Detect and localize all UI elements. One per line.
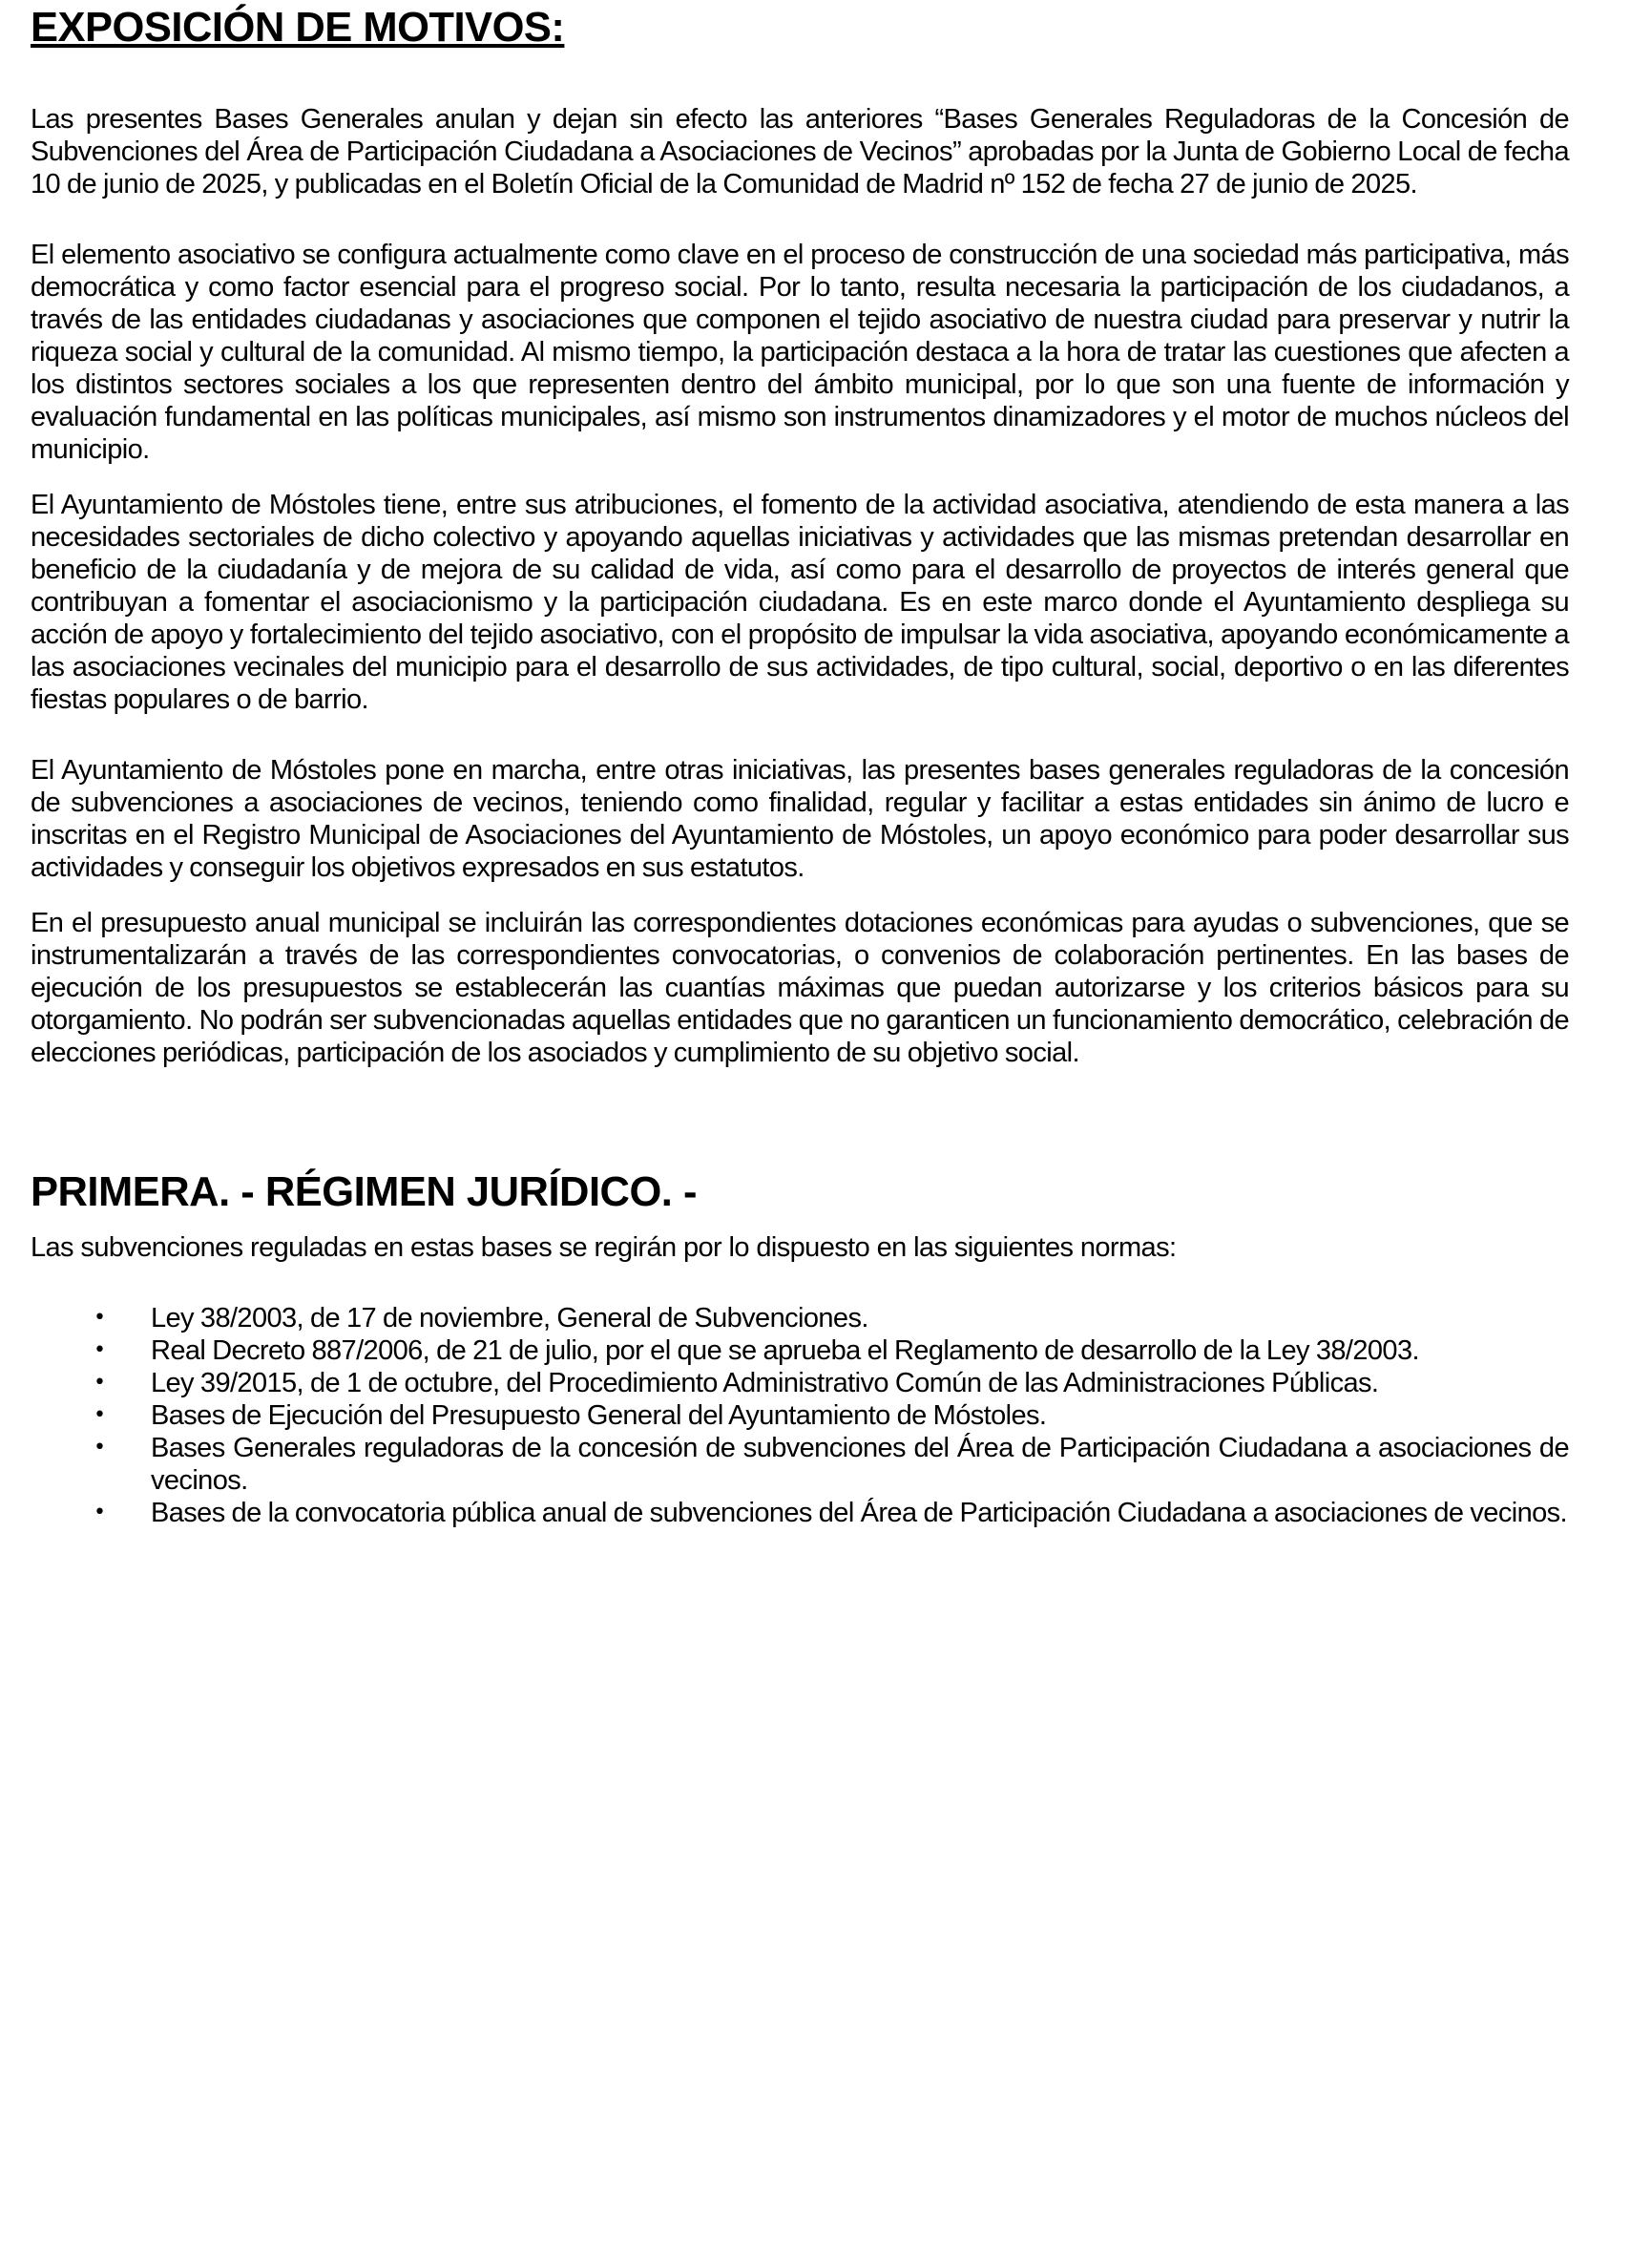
list-item <box>31 1334 1569 1367</box>
bullet-icon: • <box>94 1338 106 1362</box>
bullet-icon: • <box>94 1403 106 1427</box>
list-item <box>31 1302 1569 1334</box>
list-item-text: Bases de la convocatoria pública anual de subvenciones del Área de Participación Ciudadana a asociaciones de vecinos. <box>151 1498 1567 1528</box>
bullet-icon: • <box>94 1306 106 1330</box>
list-item <box>31 1399 1569 1432</box>
list-item <box>31 1497 1569 1529</box>
list-item <box>31 1432 1569 1497</box>
norms-list <box>31 1302 1569 1529</box>
list-item-text: Ley 39/2015, de 1 de octubre, del Procedimiento Administrativo Común de las Administraciones Públicas. <box>151 1368 1379 1398</box>
list-item-text: Real Decreto 887/2006, de 21 de julio, por el que se aprueba el Reglamento de desarrollo de la Ley 38/2003. <box>151 1335 1419 1366</box>
paragraph-5: En el presupuesto anual municipal se incluirán las correspondientes dotaciones económicas para ayudas o subvenciones, que se instrumentalizarán a través de las correspondientes convocatorias, o convenios de colaboración pertinentes. En las bases de ejecución de los presupuestos se establecerán las cuantías máximas que puedan autorizarse y los criterios básicos para su otorgamiento. No podrán ser subvencionadas aquellas entidades que no garanticen un funcionamiento democrático, celebración de elecciones periódicas, participación de los asociados y cumplimiento de su objetivo social. <box>31 908 1569 1068</box>
document-page <box>31 0 1569 1529</box>
list-item-text: Bases de Ejecución del Presupuesto General del Ayuntamiento de Móstoles. <box>151 1400 1047 1431</box>
list-item-text: Ley 38/2003, de 17 de noviembre, General de Subvenciones. <box>151 1303 868 1334</box>
regimen-intro: Las subvenciones reguladas en estas bases se regirán por lo dispuesto en las siguientes normas: <box>31 1232 1177 1263</box>
bullet-icon: • <box>94 1371 106 1395</box>
list-item <box>31 1367 1569 1399</box>
paragraph-1: Las presentes Bases Generales anulan y dejan sin efecto las anteriores “Bases Generales Reguladoras de la Concesión de Subvenciones del Área de Participación Ciudadana a Asociaciones de Vecinos” aprobadas por la Junta de Gobierno Local de fecha 10 de junio de 2025, y publicadas en el Boletín Oficial de la Comunidad de Madrid nº 152 de fecha 27 de junio de 2025. <box>31 104 1569 200</box>
list-item-text: Bases Generales reguladoras de la concesión de subvenciones del Área de Participación Ciudadana a asociaciones de vecinos. <box>151 1433 1569 1496</box>
section-heading-exposicion: EXPOSICIÓN DE MOTIVOS: <box>31 5 565 51</box>
paragraph-2: El elemento asociativo se configura actualmente como clave en el proceso de construcción de una sociedad más participativa, más democrática y como factor esencial para el progreso social. Por lo tanto, resulta necesaria la participación de los ciudadanos, a través de las entidades ciudadanas y asociaciones que componen el tejido asociativo de nuestra ciudad para preservar y nutrir la riqueza social y cultural de la comunidad. Al mismo tiempo, la participación destaca a la hora de tratar las cuestiones que afecten a los distintos sectores sociales a los que representen dentro del ámbito municipal, por lo que son una fuente de información y evaluación fundamental en las políticas municipales, así mismo son instrumentos dinamizadores y el motor de muchos núcleos del municipio. <box>31 240 1569 465</box>
paragraph-4: El Ayuntamiento de Móstoles pone en marcha, entre otras iniciativas, las presentes bases generales reguladoras de la concesión de subvenciones a asociaciones de vecinos, teniendo como finalidad, regular y facilitar a estas entidades sin ánimo de lucro e inscritas en el Registro Municipal de Asociaciones del Ayuntamiento de Móstoles, un apoyo económico para poder desarrollar sus actividades y conseguir los objetivos expresados en sus estatutos. <box>31 755 1569 883</box>
bullet-icon: • <box>94 1501 106 1524</box>
section-heading-primera: PRIMERA. - RÉGIMEN JURÍDICO. - <box>31 1169 697 1215</box>
paragraph-3: El Ayuntamiento de Móstoles tiene, entre sus atribuciones, el fomento de la actividad asociativa, atendiendo de esta manera a las necesidades sectoriales de dicho colectivo y apoyando aquellas iniciativas y actividades que las mismas pretendan desarrollar en beneficio de la ciudadanía y de mejora de su calidad de vida, así como para el desarrollo de proyectos de interés general que contribuyan a fomentar el asociacionismo y la participación ciudadana. Es en este marco donde el Ayuntamiento despliega su acción de apoyo y fortalecimiento del tejido asociativo, con el propósito de impulsar la vida asociativa, apoyando económicamente a las asociaciones vecinales del municipio para el desarrollo de sus actividades, de tipo cultural, social, deportivo o en las diferentes fiestas populares o de barrio. <box>31 490 1569 715</box>
bullet-icon: • <box>94 1436 106 1460</box>
